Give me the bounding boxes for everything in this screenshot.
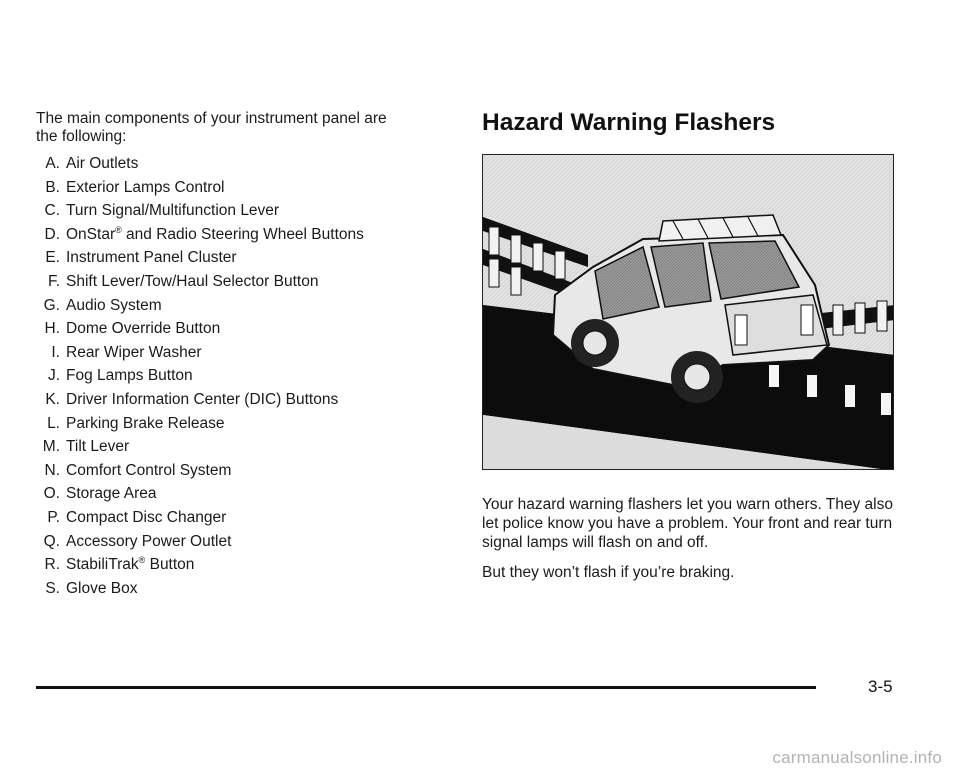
component-label: Rear Wiper Washer [66,343,202,361]
component-item [36,435,416,459]
component-label: Dome Override Button [66,320,221,338]
component-item [36,553,416,577]
component-label: Turn Signal/Multifunction Lever [66,202,280,220]
component-item [36,530,416,554]
component-letter: R. [44,556,60,574]
component-item [36,294,416,318]
component-item [36,199,416,223]
component-label: Storage Area [66,485,157,503]
component-item [36,482,416,506]
component-label: StabiliTrak [66,556,139,574]
component-text [66,246,237,270]
component-letter: J. [47,367,60,385]
component-text [66,317,220,341]
component-text [66,506,226,530]
component-item [36,341,416,365]
component-letter: G. [43,296,60,314]
registered-mark: ® [115,224,122,235]
component-letter: I. [51,343,60,361]
component-label: Tilt Lever [66,438,130,456]
component-label: Exterior Lamps Control [66,178,225,196]
component-text [66,199,279,223]
component-text [66,459,231,483]
component-label: Shift Lever/Tow/Haul Selector Button [66,272,319,290]
components-list [36,152,416,600]
component-item [36,152,416,176]
hazard-paragraph-2: But they won’t flash if you’re braking. [482,564,735,581]
component-label: Accessory Power Outlet [66,532,232,550]
component-text [66,176,225,200]
component-text [66,412,225,436]
component-label: Fog Lamps Button [66,367,193,385]
component-letter: S. [45,579,60,597]
component-label: Compact Disc Changer [66,508,227,526]
page-number: 3-5 [868,677,893,696]
component-item [36,364,416,388]
component-label: Comfort Control System [66,461,232,479]
component-item [36,223,416,247]
section-title: Hazard Warning Flashers [482,109,776,136]
hazard-section [482,108,912,581]
component-letter: C. [44,202,60,220]
component-label: Instrument Panel Cluster [66,249,237,267]
component-label: Air Outlets [66,155,139,172]
component-label: OnStar [66,225,116,243]
component-item [36,506,416,530]
watermark: carmanualsonline.info [772,748,942,767]
component-text [66,530,231,554]
component-text [66,270,318,294]
component-item [36,388,416,412]
component-item [36,246,416,270]
component-text [66,577,138,601]
component-text [66,341,202,365]
component-text [66,152,138,176]
footer-rule [36,686,816,689]
component-letter: D. [44,225,60,243]
component-letter: F. [47,272,60,290]
component-letter: E. [45,249,60,267]
component-label: Glove Box [66,579,138,597]
component-text [66,553,194,577]
component-label-suffix: Button [145,556,195,574]
component-letter: P. [47,508,60,526]
components-column [36,110,416,600]
component-text [66,294,162,318]
component-item [36,270,416,294]
component-item [36,412,416,436]
component-item [36,577,416,601]
hazard-paragraph-1: Your hazard warning flashers let you warn others. They also let police know you have a problem. Your front and rear turn signal lamps will flash on and off. [482,496,893,551]
component-letter: A. [45,155,60,172]
component-letter: O. [43,485,60,503]
component-letter: Q. [43,532,60,550]
component-letter: N. [44,461,60,479]
suv-hazard-drawing [483,155,894,470]
component-item [36,317,416,341]
registered-mark: ® [138,554,146,565]
component-label-suffix: and Radio Steering Wheel Buttons [121,225,364,243]
component-item [36,176,416,200]
component-text [66,482,156,506]
component-letter: H. [44,320,60,338]
component-text [66,435,129,459]
component-letter: K. [45,390,60,408]
component-text [66,388,338,412]
component-text [66,364,193,388]
hazard-illustration [482,154,894,470]
component-label: Audio System [66,296,162,314]
component-label: Parking Brake Release [66,414,225,432]
component-text [66,223,364,247]
component-item [36,459,416,483]
component-letter: B. [45,178,60,196]
component-letter: L. [47,414,60,432]
component-letter: M. [42,438,60,456]
components-intro: The main components of your instrument panel are the following: [36,110,387,145]
component-label: Driver Information Center (DIC) Buttons [66,390,339,408]
